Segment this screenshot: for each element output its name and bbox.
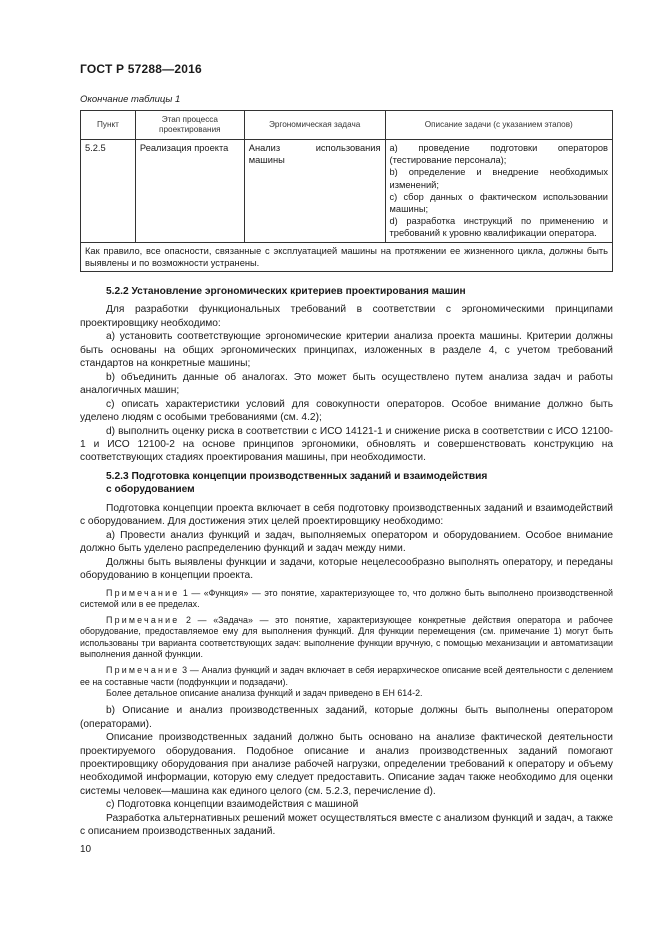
section-5-2-3-item-c: с) Подготовка концепции взаимодействия с машиной — [106, 799, 359, 811]
note-1-label: Примечание — [106, 587, 180, 598]
table-header-row — [81, 111, 613, 140]
note-3 — [80, 665, 613, 688]
table-footer-row — [81, 242, 613, 271]
section-5-2-2-item-c: с) описать характеристики условий для совокупности операторов. Особое внимание должно быть уделено людям с особыми требованиями (см. 4.2); — [80, 398, 613, 424]
description-item-a: а) проведение подготовки операторов (тестирование персонала); — [389, 143, 608, 166]
section-5-2-3-item-a: а) Провести анализ функций и задач, выполняемых оператором и оборудованием. Особое внимание должно быть уделено распределению функций и задач между ними. — [80, 529, 613, 555]
note-2 — [80, 615, 613, 660]
description-item-d: d) разработка инструкций по применению и требований к уровню квалификации оператора. — [389, 216, 608, 239]
column-header-item: Пункт — [81, 111, 136, 140]
note-3-text: 3 — Анализ функций и задач включает в себя иерархическое описание всей деятельности с делением ее на составные части (подфункции и подзадачи). — [80, 665, 613, 687]
column-header-task: Эргономическая задача — [244, 111, 385, 140]
section-5-2-3-title-line2: с оборудованием — [106, 484, 195, 496]
column-header-description: Описание задачи (с указанием этапов) — [385, 111, 612, 140]
section-5-2-3-item-a-cont: Должны быть выявлены функции и задачи, которые нецелесообразно выполнять оператору, и переданы оборудованию в концепции проекта. — [80, 556, 613, 582]
section-5-2-3-item-c-cont: Разработка альтернативных решений может осуществляться вместе с анализом функций и задач, а также с описанием производственных заданий. — [80, 812, 613, 838]
standard-code-header: ГОСТ Р 57288—2016 — [80, 62, 202, 76]
main-text — [80, 285, 613, 839]
column-header-stage: Этап процесса проектирования — [135, 111, 244, 140]
note-2-label: Примечание — [106, 615, 180, 626]
ergonomic-tasks-table — [80, 110, 613, 272]
section-5-2-3-title-line1: 5.2.3 Подготовка концепции производственных заданий и взаимодействия — [106, 470, 488, 482]
table-footer-note: Как правило, все опасности, связанные с эксплуатацией машины на протяжении ее жизненного цикла, должны быть выявлены и по возможности устранены. — [81, 242, 613, 271]
note-3-label: Примечание — [106, 665, 180, 676]
section-5-2-2-item-a: а) установить соответствующие эргономические критерии анализа проекта машины. Критерии должны быть основаны на общих эргономических принципах, изложенных в разделе 4, с учетом требований стандартов на конкретные машины; — [80, 331, 613, 370]
cell-item: 5.2.5 — [81, 140, 136, 243]
cell-description — [385, 140, 612, 243]
cell-stage: Реализация проекта — [135, 140, 244, 243]
cell-task: Анализ использования машины — [244, 140, 385, 243]
description-item-c: с) сбор данных о фактическом использовании машины; — [389, 191, 608, 215]
section-5-2-2-item-d: d) выполнить оценку риска в соответствии с ИСО 14121-1 и снижение риска в соответствии с ИСО 12100-1 и ИСО 12100-2 на основе принципов эргономики, обновлять и совершенствовать конструкцию на соответствующих стадиях проектирования машины, при необходимости. — [80, 425, 613, 464]
section-5-2-3-intro: Подготовка концепции проекта включает в себя подготовку производственных заданий и взаимодействий с оборудованием. Для достижения этих целей проектировщику необходимо: — [80, 502, 613, 528]
note-1-text: 1 — «Функция» — это понятие, характеризующее то, что должно быть выполнено производственной системой или в ее пределах. — [80, 587, 613, 609]
note-1 — [80, 588, 613, 611]
note-3-cont: Более детальное описание анализа функций и задач приведено в ЕН 614-2. — [106, 687, 423, 698]
description-item-b: b) определение и внедрение необходимых изменений; — [389, 167, 608, 190]
note-2-text: 2 — «Задача» — это понятие, характеризующее конкретные действия оператора и рабочее оборудование, предоставляемое ему для выполнения функций. Для функции перемещения (см. примечание 1) могут быть использованы три варианта соответствующих задач: выполнение функции вручную, с помощью механизации и автоматизации выполнения данной функции. — [80, 615, 613, 659]
section-5-2-3-item-b: b) Описание и анализ производственных заданий, которые должны быть выполнены оператором (операторами). — [80, 705, 613, 730]
table-caption: Окончание таблицы 1 — [80, 94, 181, 105]
section-5-2-2-intro: Для разработки функциональных требований в соответствии с эргономическими принципами проектировщику необходимо: — [80, 304, 613, 329]
section-5-2-2-item-b: b) объединить данные об аналогах. Это может быть осуществлено путем анализа задач и работы аналогичных машин; — [80, 371, 613, 397]
section-5-2-3-item-b-cont: Описание производственных заданий должно быть основано на анализе фактической деятельности проектируемого оборудования. Подобное описание и анализ производственных заданий помогают проектировщику оборудования при анализе рабочей нагрузки, определении требований к оператору и объему необходимой информации, которую ему следует предоставить. Описание задач также необходимо для оценки системы человек—машина как единого целого (см. 5.2.3, перечисление d). — [80, 732, 613, 797]
section-5-2-2-title: 5.2.2 Установление эргономических критериев проектирования машин — [106, 286, 466, 297]
page-number: 10 — [80, 844, 92, 855]
table-row — [81, 140, 613, 243]
